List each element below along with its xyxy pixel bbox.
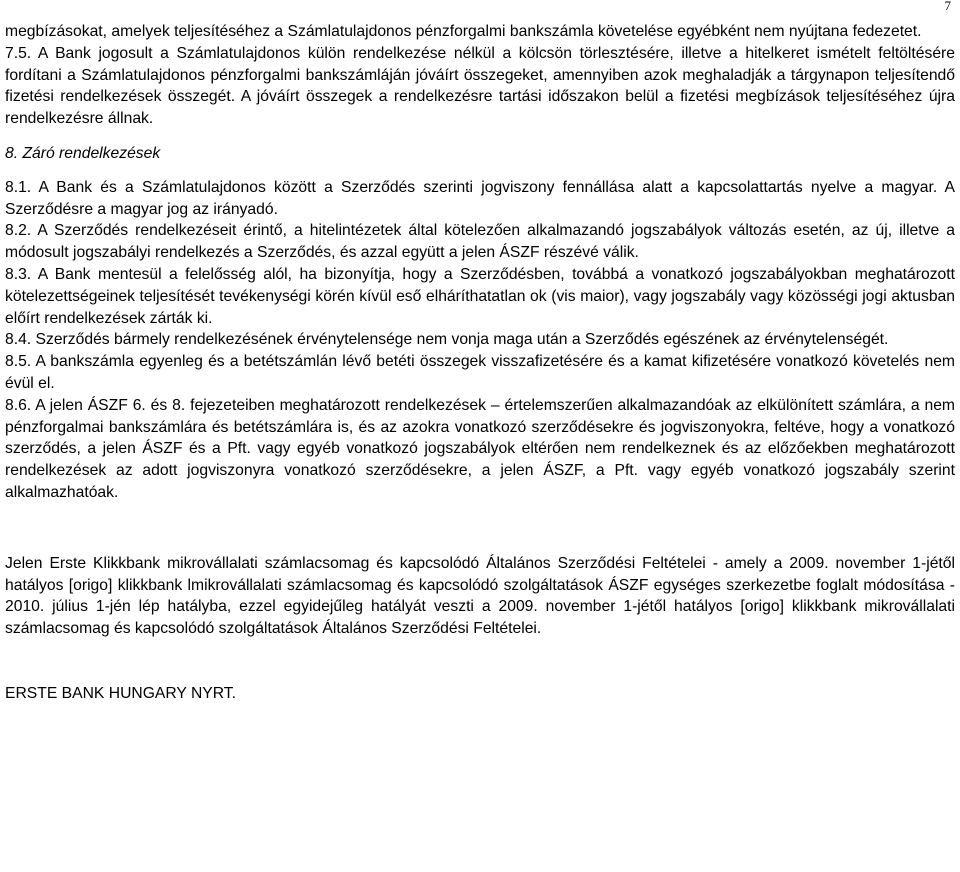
paragraph-8-6: 8.6. A jelen ÁSZF 6. és 8. fejezeteiben meghatározott rendelkezések – értelemszerűen alkalmazandóak az elkülönített számlára, a nem pénzforgalmai bankszámlára és betétszámlára is, és az azokra vonatkozó szerződésekre és jogviszonyokra, feltéve, hogy a vonatkozó szerződés, a jelen ÁSZF és a Pft. vagy egyéb vonatkozó jogszabályok eltérően nem rendelkeznek és az előzőekben meghatározott rendelkezések az adott jogviszonyra vonatkozó szerződésekre, a jelen ÁSZF, a Pft. vagy egyéb vonatkozó jogszabály szerint alkalmazhatóak. <box>5 396 955 501</box>
paragraph-7-4-continuation: megbízásokat, amelyek teljesítéséhez a Számlatulajdonos pénzforgalmi bankszámla követelése egyébként nem nyújtana fedezetet. <box>5 23 922 40</box>
spacer <box>5 165 955 177</box>
spacer <box>5 640 955 683</box>
spacer <box>5 504 955 553</box>
signature-line: ERSTE BANK HUNGARY NYRT. <box>5 684 237 702</box>
paragraph-8-5: 8.5. A bankszámla egyenleg és a betétszámlán lévő betéti összegek visszafizetésére és a kamat kifizetésére vonatkozó követelés nem évül el. <box>5 353 955 392</box>
section-heading-8: 8. Záró rendelkezések <box>5 144 161 162</box>
paragraph-8-3: 8.3. A Bank mentesül a felelősség alól, ha bizonyítja, hogy a Szerződésben, továbbá a vonatkozó jogszabályokban meghatározott kötelezettségeinek teljesítését tevékenységi körén kívül eső elháríthatatlan ok (vis maior), vagy jogszabály vagy közösségi jogi aktusban előírt rendelkezések zárták ki. <box>5 265 955 327</box>
page-number: 7 <box>944 0 951 13</box>
document-page <box>5 0 955 705</box>
closing-paragraph: Jelen Erste Klikkbank mikrovállalati számlacsomag és kapcsolódó Általános Szerződési Feltételei - amely a 2009. november 1-jétől hatályos [origo] klikkbank lmikrovállalati számlacsomag és kapcsolódó szolgáltatások ÁSZF egységes szerkezetbe foglalt módosítása - 2010. július 1-jén lép hatályba, ezzel egyidejűleg hatályát veszti a 2009. november 1-jétől hatályos [origo] klikkbank mikrovállalati számlacsomag és kapcsolódó szolgáltatások Általános Szerződési Feltételei. <box>5 554 955 638</box>
paragraph-8-2: 8.2. A Szerződés rendelkezéseit érintő, a hitelintézetek által kötelezően alkalmazandó jogszabályok változás esetén, az új, illetve a módosult jogszabályi rendelkezés a Szerződés, és azzal együtt a jelen ÁSZF részévé válik. <box>5 222 955 262</box>
document-body <box>5 0 955 705</box>
paragraph-8-1: 8.1. A Bank és a Számlatulajdonos között a Szerződés szerinti jogviszony fennállása alatt a kapcsolattartás nyelve a magyar. A Szerződésre a magyar jog az irányadó. <box>5 178 955 218</box>
paragraph-8-4: 8.4. Szerződés bármely rendelkezésének érvénytelensége nem vonja maga után a Szerződés egészének az érvénytelenségét. <box>5 331 889 349</box>
spacer <box>5 130 955 143</box>
paragraph-7-5: 7.5. A Bank jogosult a Számlatulajdonos külön rendelkezése nélkül a kölcsön törlesztésére, illetve a hitelkeret ismételt feltöltésére fordítani a Számlatulajdonos pénzforgalmi bankszámláján jóváírt összegeket, amennyiben azok meghaladják a tárgynapon teljesítendő fizetési rendelkezések összegét. A jóváírt összegek a rendelkezésre tartási időszakon belül a fizetési megbízások teljesítéséhez újra rendelkezésre állnak. <box>5 44 955 128</box>
